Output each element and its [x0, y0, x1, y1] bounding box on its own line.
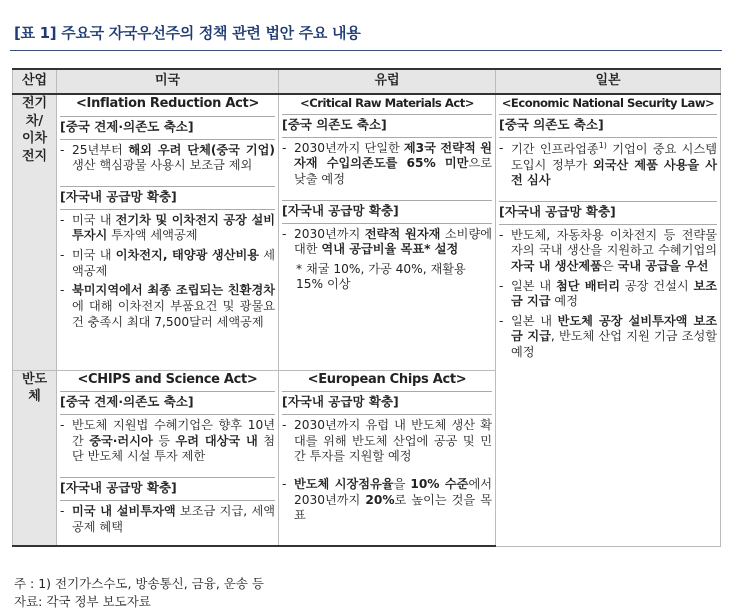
cell-semi-us [57, 370, 279, 546]
bullet-item: - 2030년까지 전략적 원자재 소비량에 대한 역내 공급비율 목표* 설정 [282, 226, 492, 257]
bullet-item: - 기간 인프라업종$^{1)}$ 기업이 중요 시스템 도입시 정부가 외국산 제품 사용을 사전 심사 [499, 140, 718, 188]
act-name: <Economic National Security Law> [501, 96, 715, 110]
bullet-item: - 북미지역에서 최종 조립되는 친환경차에 대해 이차전지 부품요건 및 광물요건 충족시 최대 7,500달러 세액공제 [60, 283, 275, 329]
industry-ev: 전기차/이차전지 [13, 94, 57, 370]
header-eu: 유럽 [279, 69, 496, 94]
bullet-item: - 미국 내 전기차 및 이차전지 공장 설비투자시 투자액 세액공제 [60, 212, 275, 243]
section-heading: [자국내 공급망 확충] [499, 201, 717, 225]
section-heading: [중국 의존도 축소] [282, 114, 492, 138]
act-name: <Inflation Reduction Act> [75, 96, 260, 111]
bullet-item: - 2030년까지 단일한 제3국 전략적 원자재 수입의존도를 65% 미만으로 낮출 예정 [282, 140, 493, 187]
header-us: 미국 [57, 69, 279, 94]
cell-jp [496, 94, 721, 546]
section-heading: [자국내 공급망 확충] [60, 477, 275, 501]
bullet-item: - 반도체 시장점유율을 10% 수준에서 2030년까지 20%로 높이는 것을 목표 [282, 476, 492, 523]
cell-semi-eu [279, 370, 496, 546]
bullet-item: - 미국 내 설비투자액 보조금 지급, 세액공제 혜택 [60, 503, 275, 534]
act-name: <Critical Raw Materials Act> [300, 96, 474, 110]
section-heading: [자국내 공급망 확충] [282, 200, 492, 224]
title-divider [10, 50, 722, 51]
cell-ev-eu [279, 94, 496, 370]
footnote-star-item: * 채굴 10%, 가공 40%, 재활용 15% 이상 [296, 261, 466, 292]
footnote: 주 : 1) 전기가스수도, 방송통신, 금융, 운송 등 [14, 576, 264, 591]
act-name: <European Chips Act> [307, 371, 467, 387]
source-note: 자료: 각국 정부 보도자료 [14, 594, 151, 609]
section-heading: [중국 의존도 축소] [499, 114, 717, 138]
section-heading: [자국내 공급망 확충] [282, 391, 492, 415]
act-name: <CHIPS and Science Act> [77, 371, 258, 387]
table-title: [표 1] 주요국 자국우선주의 정책 관련 법안 주요 내용 [14, 24, 361, 42]
header-jp: 일본 [496, 69, 721, 94]
section-heading: [중국 견제·의존도 축소] [60, 391, 275, 415]
bullet-item: - 2030년까지 유럽 내 반도체 생산 확대를 위해 반도체 산업에 공공 및 민간 투자를 지원할 예정 [282, 418, 492, 464]
section-heading: [자국내 공급망 확충] [60, 186, 275, 210]
bullet-item: - 일본 내 첨단 배터리 공장 건설시 보조금 지급 예정 [499, 278, 717, 309]
bullet-item: - 반도체 지원법 수혜기업은 향후 10년간 중국·러시아 등 우려 대상국 내 첨단 반도체 시설 투자 제한 [60, 418, 276, 464]
bullet-item: - 일본 내 반도체 공장 설비투자액 보조금 지급, 반도체 산업 지원 기금 조성할 예정 [499, 313, 718, 359]
cell-ev-us [57, 94, 279, 370]
bullet-item: - 25년부터 해외 우려 단체(중국 기업) 생산 핵심광물 사용시 보조금 제외 [60, 142, 275, 173]
bullet-item: - 반도체, 자동차용 이차전지 등 전략물자의 국내 생산을 지원하고 수혜기업의 자국 내 생산제품은 국내 공급을 우선 [499, 227, 717, 273]
header-industry: 산업 [13, 69, 57, 94]
section-heading: [중국 견제·의존도 축소] [60, 116, 275, 140]
policy-table [12, 68, 721, 547]
bullet-item: - 미국 내 이차전지, 태양광 생산비용 세액공제 [60, 248, 275, 278]
industry-semiconductor: 반도체 [13, 370, 57, 546]
